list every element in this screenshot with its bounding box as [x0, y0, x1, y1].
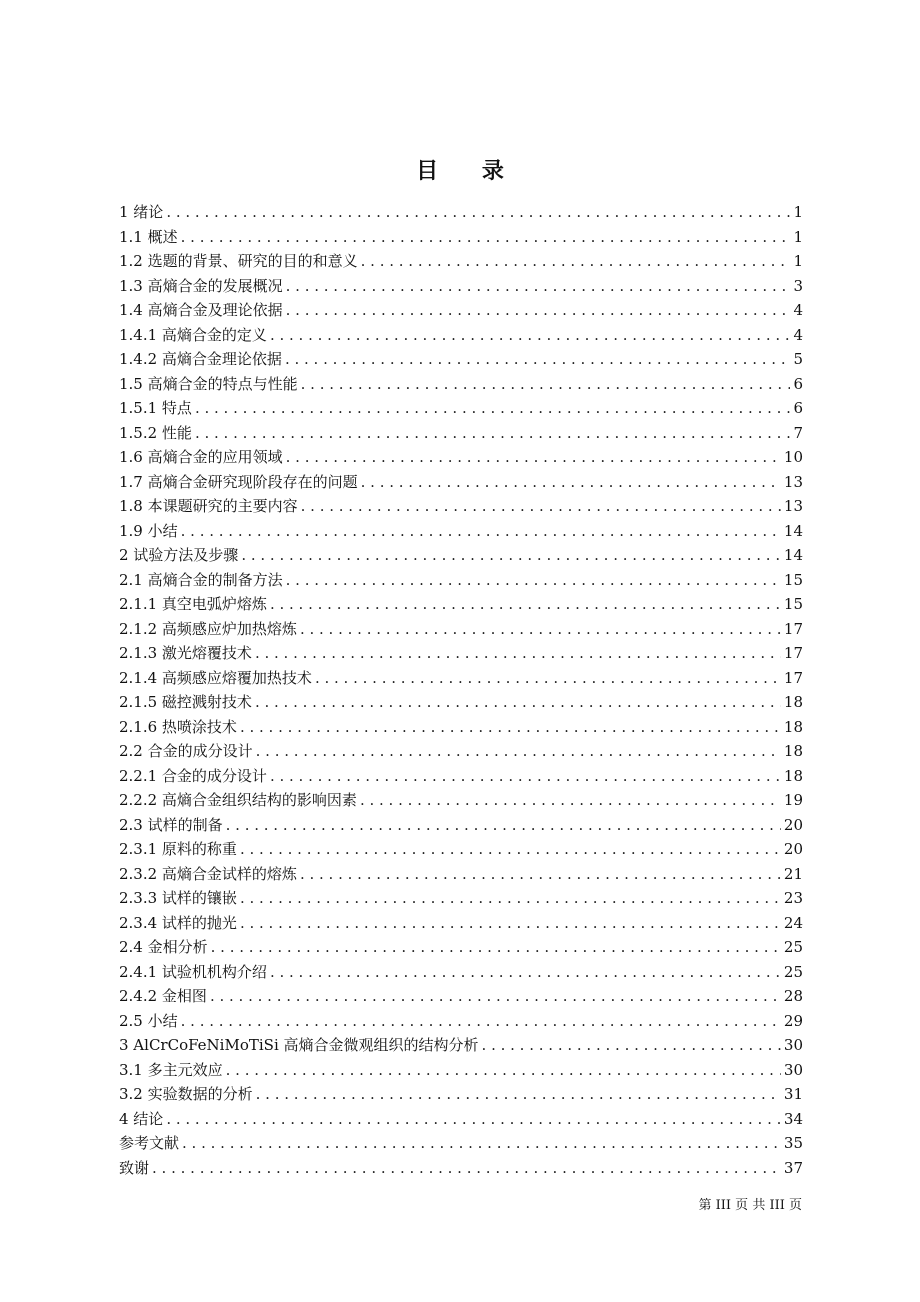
- toc-leader-dots: [166, 200, 790, 225]
- toc-entry-page: 37: [783, 1158, 803, 1177]
- toc-entry-page: 10: [783, 448, 803, 466]
- toc-entry[interactable]: [119, 225, 803, 250]
- toc-entry-page: 14: [783, 521, 803, 540]
- toc-entry[interactable]: [119, 543, 803, 568]
- toc-entry-page: 29: [783, 1011, 803, 1030]
- toc-leader-dots: [286, 298, 791, 323]
- toc-leader-dots: [361, 470, 781, 495]
- toc-entry[interactable]: [119, 249, 803, 274]
- toc-entry[interactable]: [119, 347, 803, 372]
- toc-leader-dots: [240, 911, 781, 936]
- toc-leader-dots: [301, 494, 781, 519]
- toc-entry-label: 1.2 选题的背景、研究的目的和意义: [119, 252, 358, 270]
- toc-entry-label: 2.5 小结: [119, 1011, 178, 1030]
- toc-entry-label: 1.6 高熵合金的应用领域: [119, 448, 283, 466]
- toc-entry-label: 1.4 高熵合金及理论依据: [119, 301, 283, 319]
- toc-leader-dots: [285, 347, 791, 372]
- toc-entry[interactable]: [119, 960, 803, 985]
- toc-leader-dots: [315, 666, 781, 691]
- toc-entry-label: 2 试验方法及步骤: [119, 546, 239, 564]
- toc-entry-page: 17: [783, 668, 803, 687]
- toc-entry[interactable]: [119, 200, 803, 225]
- toc-leader-dots: [195, 396, 791, 421]
- toc-entry[interactable]: [119, 421, 803, 446]
- toc-leader-dots: [181, 1009, 781, 1034]
- toc-leader-dots: [270, 323, 791, 348]
- toc-entry[interactable]: [119, 617, 803, 642]
- toc-entry-page: 30: [783, 1060, 803, 1079]
- toc-entry-page: 18: [783, 766, 803, 785]
- toc-entry-page: 14: [783, 546, 803, 564]
- toc-entry[interactable]: [119, 911, 803, 936]
- toc-entry-label: 1.7 高熵合金研究现阶段存在的问题: [119, 472, 358, 491]
- toc-entry[interactable]: [119, 862, 803, 887]
- toc-entry[interactable]: [119, 788, 803, 813]
- toc-entry-label: 3.1 多主元效应: [119, 1060, 223, 1079]
- toc-leader-dots: [152, 1156, 781, 1181]
- toc-entry[interactable]: [119, 1156, 803, 1181]
- toc-leader-dots: [300, 617, 781, 642]
- page-footer: 第 III 页 共 III 页: [698, 1198, 802, 1213]
- toc-entry[interactable]: [119, 519, 803, 544]
- toc-entry-label: 2.1.2 高频感应炉加热熔炼: [119, 619, 297, 638]
- toc-entry-label: 2.3.2 高熵合金试样的熔炼: [119, 864, 297, 883]
- toc-entry-page: 34: [783, 1109, 803, 1128]
- toc-leader-dots: [286, 445, 781, 470]
- toc-entry-page: 13: [783, 497, 803, 515]
- toc-entry-page: 5: [793, 350, 803, 368]
- toc-leader-dots: [286, 568, 781, 593]
- toc-entry-page: 20: [783, 815, 803, 834]
- toc-leader-dots: [255, 690, 781, 715]
- toc-entry-page: 20: [783, 840, 803, 858]
- toc-entry[interactable]: [119, 323, 803, 348]
- toc-entry[interactable]: [119, 641, 803, 666]
- toc-leader-dots: [270, 960, 781, 985]
- toc-leader-dots: [360, 788, 781, 813]
- toc-leader-dots: [482, 1033, 781, 1058]
- toc-entry[interactable]: [119, 1009, 803, 1034]
- toc-entry-page: 4: [793, 301, 803, 319]
- toc-entry-page: 7: [793, 423, 803, 442]
- toc-entry-page: 18: [783, 717, 803, 736]
- toc-leader-dots: [240, 715, 781, 740]
- toc-leader-dots: [361, 249, 791, 274]
- toc-leader-dots: [226, 813, 781, 838]
- toc-entry-page: 21: [783, 864, 803, 883]
- toc-entry[interactable]: [119, 1107, 803, 1132]
- toc-entry-page: 3: [793, 276, 803, 295]
- toc-entry[interactable]: [119, 886, 803, 911]
- toc-entry[interactable]: [119, 837, 803, 862]
- toc-entry-label: 4 结论: [119, 1109, 164, 1128]
- table-of-contents: [119, 200, 803, 1180]
- toc-entry-label: 2.1 高熵合金的制备方法: [119, 570, 283, 589]
- toc-entry[interactable]: [119, 274, 803, 299]
- toc-entry-page: 18: [783, 693, 803, 711]
- toc-leader-dots: [241, 543, 781, 568]
- toc-entry-label: 3.2 实验数据的分析: [119, 1085, 253, 1103]
- toc-leader-dots: [300, 862, 781, 887]
- toc-entry-page: 17: [783, 644, 803, 662]
- toc-entry-label: 2.2.2 高熵合金组织结构的影响因素: [119, 791, 357, 809]
- toc-entry[interactable]: [119, 984, 803, 1009]
- toc-entry-page: 13: [783, 472, 803, 491]
- toc-leader-dots: [226, 1058, 781, 1083]
- toc-entry-label: 2.4.2 金相图: [119, 987, 207, 1005]
- toc-entry-label: 2.1.1 真空电弧炉熔炼: [119, 595, 267, 613]
- toc-entry-label: 1.4.1 高熵合金的定义: [119, 325, 267, 344]
- toc-entry-label: 1.9 小结: [119, 521, 178, 540]
- toc-leader-dots: [270, 592, 781, 617]
- toc-entry[interactable]: [119, 764, 803, 789]
- toc-entry-label: 参考文献: [119, 1134, 180, 1152]
- toc-entry-label: 2.1.6 热喷涂技术: [119, 717, 237, 736]
- toc-entry-label: 2.3.4 试样的抛光: [119, 913, 237, 932]
- toc-entry-page: 19: [783, 791, 803, 809]
- toc-entry-page: 35: [783, 1134, 803, 1152]
- toc-entry-label: 1.3 高熵合金的发展概况: [119, 276, 283, 295]
- toc-leader-dots: [255, 641, 781, 666]
- toc-entry-label: 3 AlCrCoFeNiMoTiSi 高熵合金微观组织的结构分析: [119, 1036, 479, 1054]
- toc-entry-label: 1.8 本课题研究的主要内容: [119, 497, 298, 515]
- toc-entry-page: 15: [783, 595, 803, 613]
- toc-entry-page: 1: [793, 227, 803, 246]
- toc-entry-page: 6: [793, 399, 803, 417]
- toc-entry[interactable]: [119, 298, 803, 323]
- toc-entry-page: 31: [783, 1085, 803, 1103]
- toc-leader-dots: [166, 1107, 781, 1132]
- toc-entry-page: 28: [783, 987, 803, 1005]
- toc-entry-label: 1.4.2 高熵合金理论依据: [119, 350, 282, 368]
- toc-leader-dots: [270, 764, 781, 789]
- toc-entry-label: 2.3.3 试样的镶嵌: [119, 889, 237, 907]
- toc-entry[interactable]: [119, 396, 803, 421]
- toc-entry-label: 2.2 合金的成分设计: [119, 742, 253, 760]
- toc-leader-dots: [240, 837, 781, 862]
- toc-entry-label: 致谢: [119, 1158, 150, 1177]
- toc-entry[interactable]: [119, 568, 803, 593]
- toc-entry-page: 23: [783, 889, 803, 907]
- toc-entry-page: 4: [793, 325, 803, 344]
- toc-leader-dots: [182, 1131, 781, 1156]
- toc-entry[interactable]: [119, 1058, 803, 1083]
- toc-entry-label: 1.5 高熵合金的特点与性能: [119, 374, 298, 393]
- toc-entry-label: 2.1.5 磁控溅射技术: [119, 693, 252, 711]
- toc-entry[interactable]: [119, 739, 803, 764]
- toc-entry-label: 1.1 概述: [119, 227, 178, 246]
- toc-entry-page: 1: [793, 203, 803, 221]
- toc-entry-page: 30: [783, 1036, 803, 1054]
- toc-leader-dots: [256, 1082, 781, 1107]
- page-title: 目 录: [416, 159, 522, 184]
- toc-leader-dots: [301, 372, 791, 397]
- toc-entry[interactable]: [119, 445, 803, 470]
- toc-entry-page: 17: [783, 619, 803, 638]
- toc-leader-dots: [256, 739, 781, 764]
- toc-entry-page: 15: [783, 570, 803, 589]
- toc-entry[interactable]: [119, 715, 803, 740]
- toc-entry[interactable]: [119, 666, 803, 691]
- toc-entry[interactable]: [119, 1033, 803, 1058]
- toc-entry-page: 25: [783, 962, 803, 981]
- toc-leader-dots: [181, 225, 791, 250]
- toc-entry-label: 2.3 试样的制备: [119, 815, 223, 834]
- toc-entry[interactable]: [119, 690, 803, 715]
- toc-entry-label: 2.1.4 高频感应熔覆加热技术: [119, 668, 312, 687]
- toc-entry-label: 2.2.1 合金的成分设计: [119, 766, 267, 785]
- toc-entry[interactable]: [119, 494, 803, 519]
- toc-leader-dots: [240, 886, 781, 911]
- toc-entry-label: 2.4.1 试验机机构介绍: [119, 962, 267, 981]
- toc-entry-page: 18: [783, 742, 803, 760]
- toc-leader-dots: [195, 421, 791, 446]
- toc-leader-dots: [181, 519, 781, 544]
- toc-entry-label: 2.1.3 激光熔覆技术: [119, 644, 252, 662]
- toc-entry-label: 2.4 金相分析: [119, 938, 208, 956]
- toc-entry-label: 1.5.1 特点: [119, 399, 192, 417]
- toc-entry-page: 6: [793, 374, 803, 393]
- toc-entry-label: 2.3.1 原料的称重: [119, 840, 237, 858]
- toc-entry-label: 1.5.2 性能: [119, 423, 192, 442]
- toc-entry[interactable]: [119, 372, 803, 397]
- toc-leader-dots: [211, 935, 781, 960]
- toc-leader-dots: [210, 984, 781, 1009]
- toc-leader-dots: [286, 274, 791, 299]
- toc-entry[interactable]: [119, 470, 803, 495]
- toc-entry[interactable]: [119, 592, 803, 617]
- toc-entry-page: 1: [793, 252, 803, 270]
- toc-entry-label: 1 绪论: [119, 203, 164, 221]
- toc-entry[interactable]: [119, 813, 803, 838]
- toc-entry[interactable]: [119, 1131, 803, 1156]
- toc-entry[interactable]: [119, 935, 803, 960]
- toc-entry[interactable]: [119, 1082, 803, 1107]
- toc-entry-page: 25: [783, 938, 803, 956]
- toc-entry-page: 24: [783, 913, 803, 932]
